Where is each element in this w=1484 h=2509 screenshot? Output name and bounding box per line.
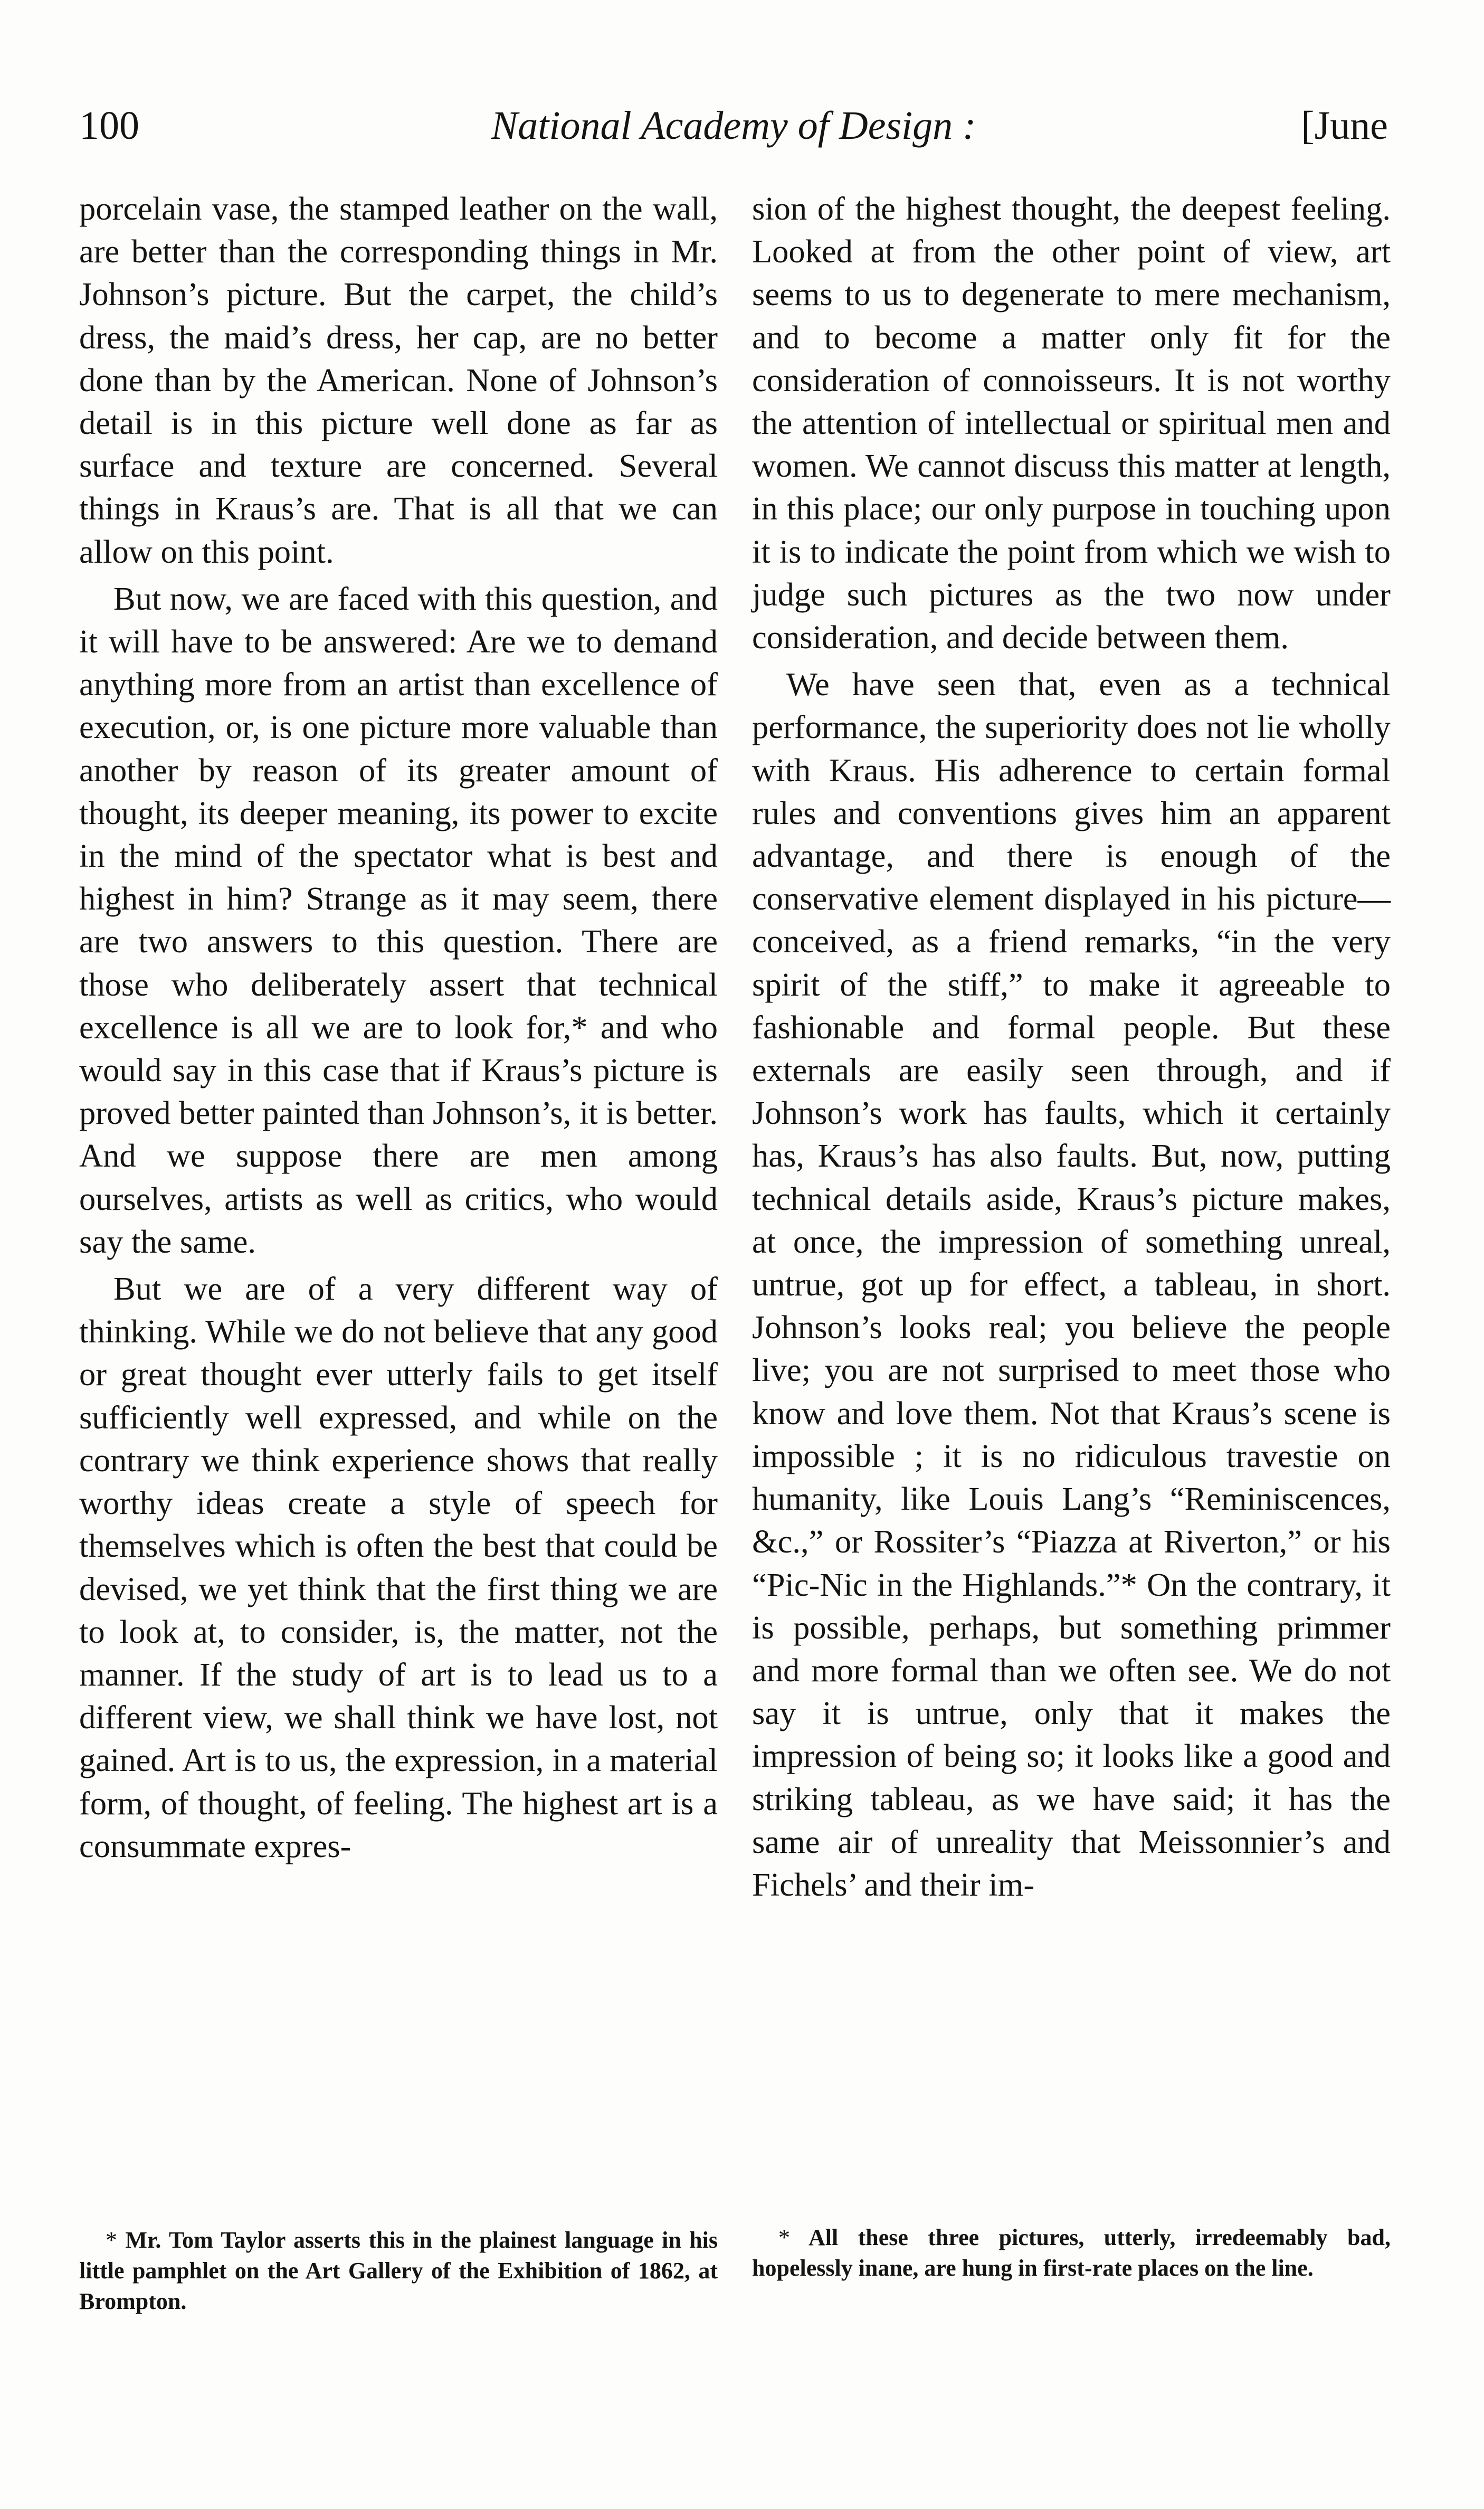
page-number: 100 [79, 103, 139, 148]
footnote-body: All these three pictures, utterly, irredeemably bad, hopelessly inane, are hung in first-rate places on the line. [752, 2224, 1391, 2281]
footnote-right [752, 2222, 1391, 2284]
footnote-text [79, 2225, 718, 2317]
footnote-text [752, 2222, 1391, 2284]
running-title: National Academy of Design : [491, 103, 976, 148]
left-column [79, 187, 718, 1868]
footnote-left [79, 2225, 718, 2317]
right-column [752, 187, 1391, 1906]
page-header [79, 103, 1388, 169]
paragraph: But now, we are faced with this question, and it will have to be answered: Are we to demand anything more from an artist than excellence of execution, or, is one picture more valuable than another by reason of its greater amount of thought, its deeper meaning, its power to excite in the mind of the spectator what is best and highest in him? Strange as it may seem, there are two answers to this question. There are those who deliberately assert that technical excellence is all we are to look for,* and who would say in this case that if Kraus’s picture is proved better painted than Johnson’s, it is better. And we suppose there are men among ourselves, artists as well as critics, who would say the same. [79, 580, 718, 1260]
paragraph: sion of the highest thought, the deepest feeling. Looked at from the other point of view, art seems to us to degenerate to mere mechanism, and to become a matter only fit for the consideration of connoisseurs. It is not worthy the attention of intellectual or spiritual men and women. We cannot discuss this matter at length, in this place; our only purpose in touching upon it is to indicate the point from which we wish to judge such pictures as the two now under consideration, and decide between them. [752, 190, 1391, 656]
paragraph: But we are of a very different way of thinking. While we do not believe that any good or great thought ever utterly fails to get itself sufficiently well expressed, and while on the contrary we think experience shows that really worthy ideas create a style of speech for themselves which is often the best that could be devised, we yet think that the first thing we are to look at, to consider, is, the matter, not the manner. If the study of art is to lead us to a different view, we shall think we have lost, not gained. Art is to us, the expression, in a material form, of thought, of feeling. The highest art is a consummate expres- [79, 1270, 718, 1864]
paragraph: We have seen that, even as a technical performance, the superiority does not lie wholly with Kraus. His adherence to certain formal rules and conventions gives him an apparent advantage, and there is enough of the conservative element displayed in his picture—conceived, as a friend remarks, “in the very spirit of the stiff,” to make it agreeable to fashionable and formal people. But these externals are easily seen through, and if Johnson’s work has faults, which it certainly has, Kraus’s has also faults. But, now, putting technical details aside, Kraus’s picture makes, at once, the impression of something unreal, untrue, got up for effect, a tableau, in short. Johnson’s looks real; you believe the people live; you are not surprised to meet those who know and love them. Not that Kraus’s scene is impossible ; it is no ridiculous travestie on humanity, like Louis Lang’s “Reminiscences, &c.,” or Rossiter’s “Piazza at Riverton,” or his “Pic-Nic in the Highlands.”* On the contrary, it is possible, perhaps, but something primmer and more formal than we often see. We do not say it is untrue, only that it makes the impression of being so; it looks like a good and striking tableau, as we have said; it has the same air of unreality that Meissonnier’s and Fichels’ and their im- [752, 666, 1391, 1903]
footnote-marker: * [778, 2224, 790, 2250]
footnote-marker: * [106, 2227, 117, 2253]
running-month: [June [1301, 103, 1388, 148]
paragraph: porcelain vase, the stamped leather on the wall, are better than the corresponding things in Mr. Johnson’s picture. But the carpet, the child’s dress, the maid’s dress, her cap, are no better done than by the American. None of Johnson’s detail is in this picture well done as far as surface and texture are concerned. Several things in Kraus’s are. That is all that we can allow on this point. [79, 190, 718, 570]
footnote-body: Mr. Tom Taylor asserts this in the plainest language in his little pamphlet on the Art Gallery of the Exhibition of 1862, at Brompton. [79, 2227, 718, 2314]
